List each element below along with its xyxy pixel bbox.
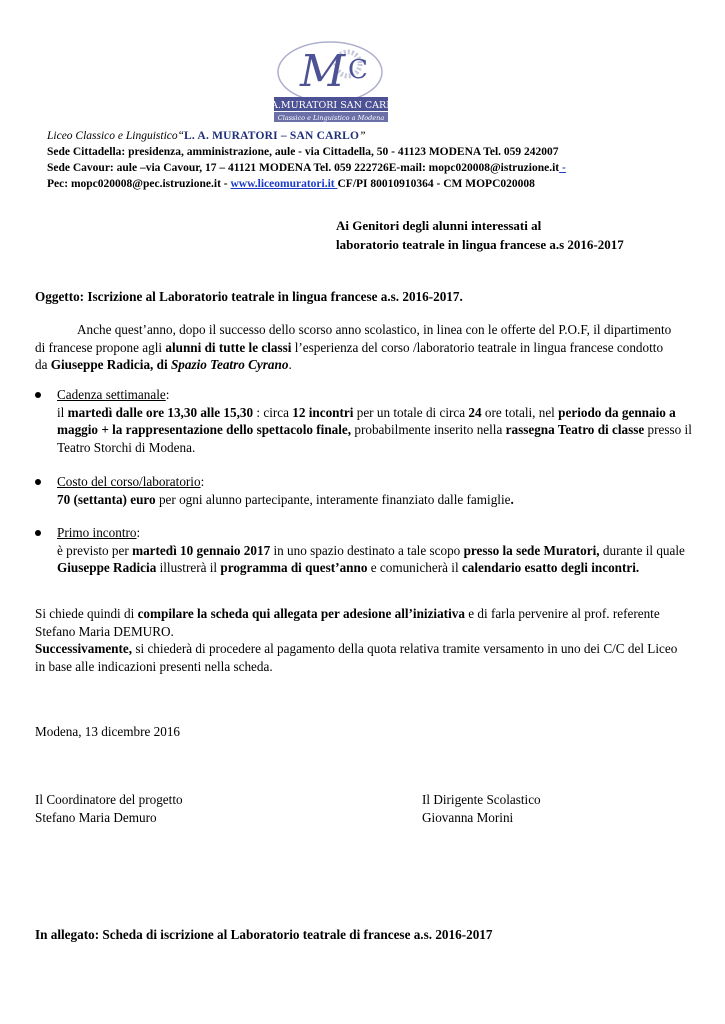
header-sede-cavour: Sede Cavour: aule –via Cavour, 17 – 41121 MODENA Tel. 059 222726E-mail: mopc020008@istruzione.it -: [47, 162, 566, 174]
logo-monogram-m: M: [300, 46, 346, 97]
intro-paragraph: Anche quest’anno, dopo il successo dello scorso anno scolastico, in linea con le offerte del P.O.F, il dipartimento di francese propone agli alunni di tutte le classi l’esperienza del corso /laboratorio teatrale in lingua francese condotto da Giuseppe Radicia, di Spazio Teatro Cyrano.: [35, 322, 672, 372]
header-link-dash[interactable]: -: [559, 162, 566, 174]
header-pec-line: Pec: mopc020008@pec.istruzione.it - www.liceomuratori.it CF/PI 80010910364 - CM MOPC020008: [47, 178, 535, 190]
section-costo: Costo del corso/laboratorio: 70 (settanta) euro per ogni alunno partecipante, interamente finanziato dalle famiglie.: [57, 474, 514, 507]
header-school-line: Liceo Classico e Linguistico“L. A. MURATORI – SAN CARLO”: [47, 130, 366, 142]
primo-title: Primo incontro: [57, 525, 137, 540]
svg-text:C: C: [348, 55, 368, 85]
bullet-primo: [35, 530, 43, 538]
addressee: Ai Genitori degli alunni interessati al laboratorio teatrale in lingua francese a.s 2016-2017: [336, 218, 624, 252]
website-link[interactable]: www.liceomuratori.it: [230, 178, 338, 190]
costo-title: Costo del corso/laboratorio: [57, 474, 201, 489]
cadenza-title: Cadenza settimanale: [57, 387, 166, 402]
attachment-note: In allegato: Scheda di iscrizione al Laboratorio teatrale di francese a.s. 2016-2017: [35, 927, 493, 942]
signature-principal: Il Dirigente Scolastico Giovanna Morini: [422, 792, 541, 825]
bullet-cadenza: [35, 392, 43, 400]
closing-paragraph: Si chiede quindi di compilare la scheda qui allegata per adesione all’iniziativa e di farla pervenire al prof. referente Stefano Maria DEMURO. Successivamente, si chiederà di procedere al pagamento della quota relativa tramite versamento in uno dei C/C del Liceo in base alle indicazioni presenti nella scheda.: [35, 606, 678, 674]
school-logo: [261, 38, 401, 126]
section-cadenza: Cadenza settimanale: il martedì dalle ore 13,30 alle 15,30 : circa 12 incontri per un totale di circa 24 ore totali, nel periodo da gennaio a maggio + la rappresentazione dello spettacolo finale, probabilmente inserito nella rassegna Teatro di classe presso il Teatro Storchi di Modena.: [57, 387, 692, 455]
header-sede-cittadella: Sede Cittadella: presidenza, amministrazione, aule - via Cittadella, 50 - 41123 MODENA Tel. 059 242007: [47, 146, 559, 158]
logo-tagline: Classico e Linguistico a Modena: [277, 114, 385, 122]
signature-coordinator: Il Coordinatore del progetto Stefano Maria Demuro: [35, 792, 183, 825]
section-primo-incontro: Primo incontro: è previsto per martedì 10 gennaio 2017 in uno spazio destinato a tale scopo presso la sede Muratori, durante il quale Giuseppe Radicia illustrerà il programma di quest’anno e comunicherà il calendario esatto degli incontri.: [57, 525, 685, 575]
letter-date: Modena, 13 dicembre 2016: [35, 724, 181, 739]
logo-name: L.A.MURATORI SAN CARLO: [261, 100, 401, 111]
subject-line: Oggetto: Iscrizione al Laboratorio teatrale in lingua francese a.s. 2016-2017.: [35, 289, 463, 304]
bullet-costo: [35, 479, 43, 487]
